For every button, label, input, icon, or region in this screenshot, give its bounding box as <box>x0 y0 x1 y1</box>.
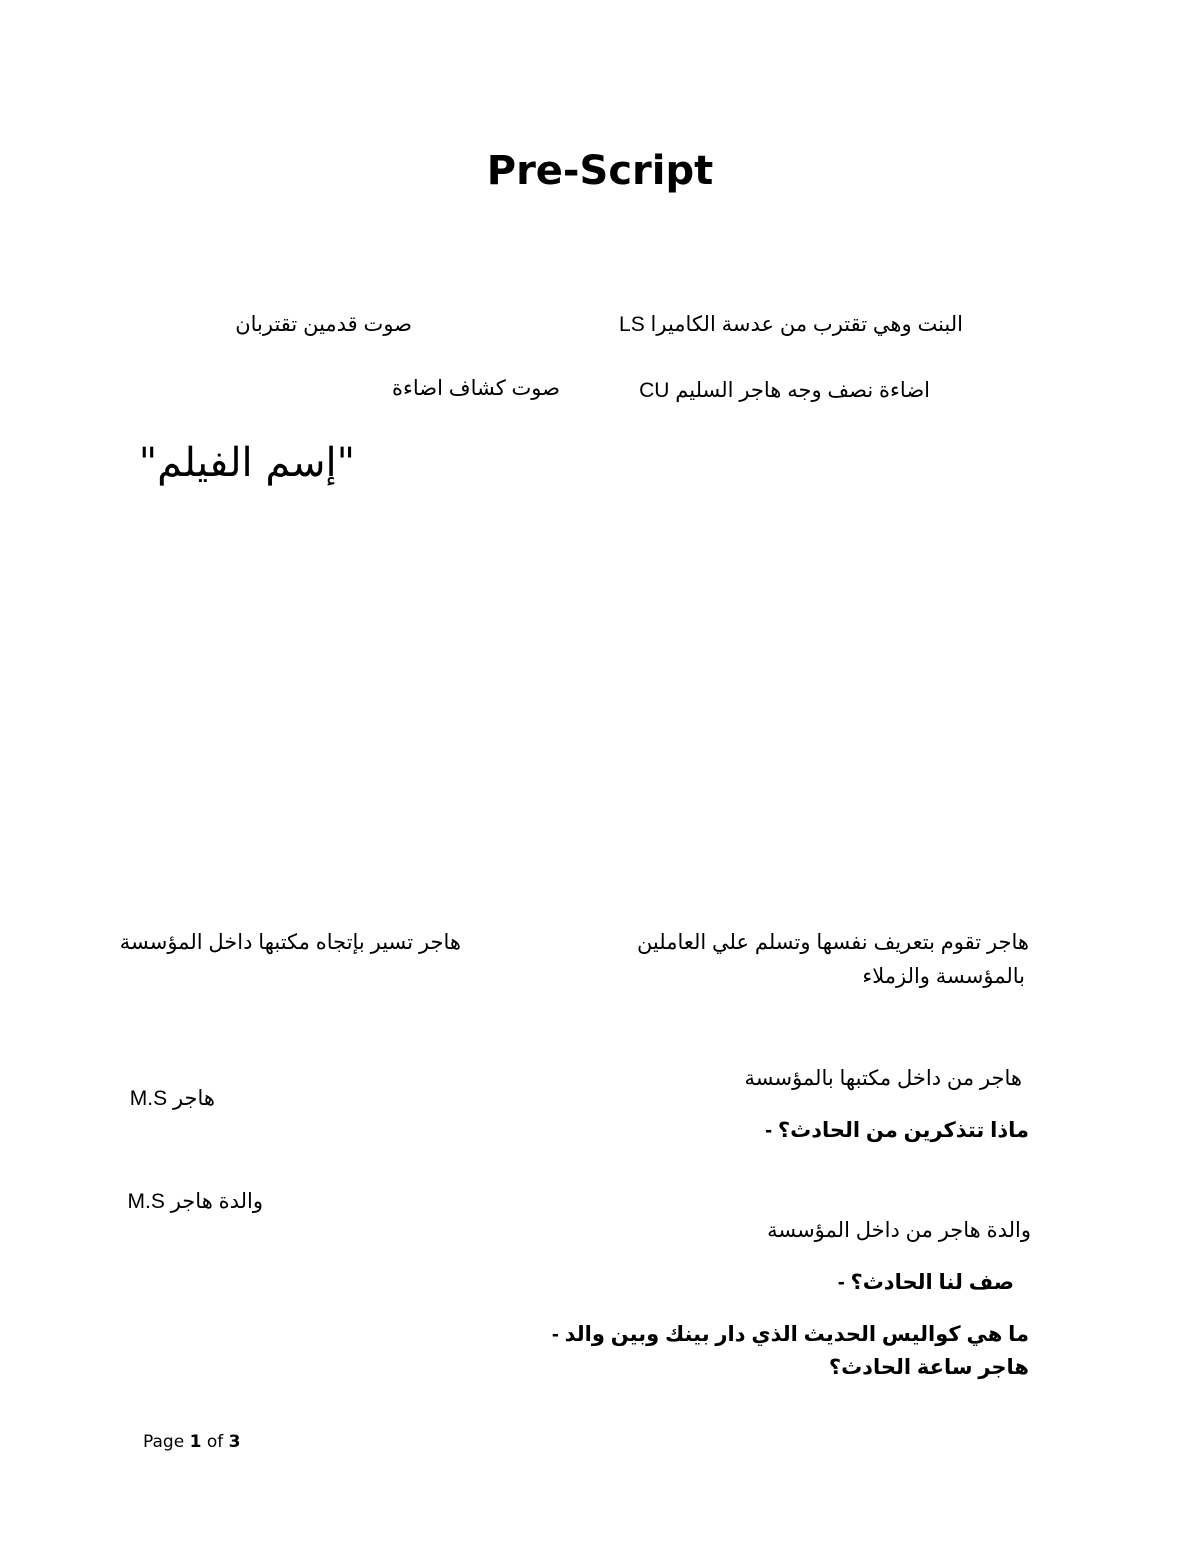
section2-right-line2: بالمؤسسة والزملاء <box>862 965 1025 988</box>
section4-heading: والدة هاجر من داخل المؤسسة <box>767 1219 1031 1242</box>
section4-question2-line2: هاجر ساعة الحادث؟ <box>828 1356 1029 1379</box>
scene-1-sound: صوت قدمين تقتربان <box>235 313 412 336</box>
section2-left: هاجر تسير بإتجاه مكتبها داخل المؤسسة <box>119 931 461 954</box>
scene-1-shot: البنت وهي تقترب من عدسة الكاميرا LS <box>619 313 963 336</box>
section4-question2-line1: ما هي كواليس الحديث الذي دار بينك وبين والد - <box>551 1323 1029 1346</box>
scene-2-shot: اضاءة نصف وجه هاجر السليم CU <box>639 379 930 402</box>
footer-of-word: of <box>206 1432 224 1452</box>
section2-right-line1: هاجر تقوم بتعريف نفسها وتسلم علي العاملين <box>636 931 1029 954</box>
section3-label: هاجر M.S <box>129 1087 215 1110</box>
section4-question1: صف لنا الحادث؟ - <box>837 1271 1014 1294</box>
footer-page-word: Page <box>143 1432 185 1452</box>
footer-page-total: 3 <box>228 1432 241 1452</box>
section4-label: والدة هاجر M.S <box>127 1190 263 1213</box>
section3-heading: هاجر من داخل مكتبها بالمؤسسة <box>744 1067 1022 1090</box>
section3-question: ماذا تتذكرين من الحادث؟ - <box>765 1119 1029 1142</box>
film-title: "إسم الفيلم" <box>138 440 355 486</box>
scene-2-sound: صوت كشاف اضاءة <box>392 377 560 400</box>
page-title: Pre-Script <box>486 148 714 194</box>
footer-page-number: 1 <box>189 1432 202 1452</box>
page-footer <box>143 1432 240 1452</box>
